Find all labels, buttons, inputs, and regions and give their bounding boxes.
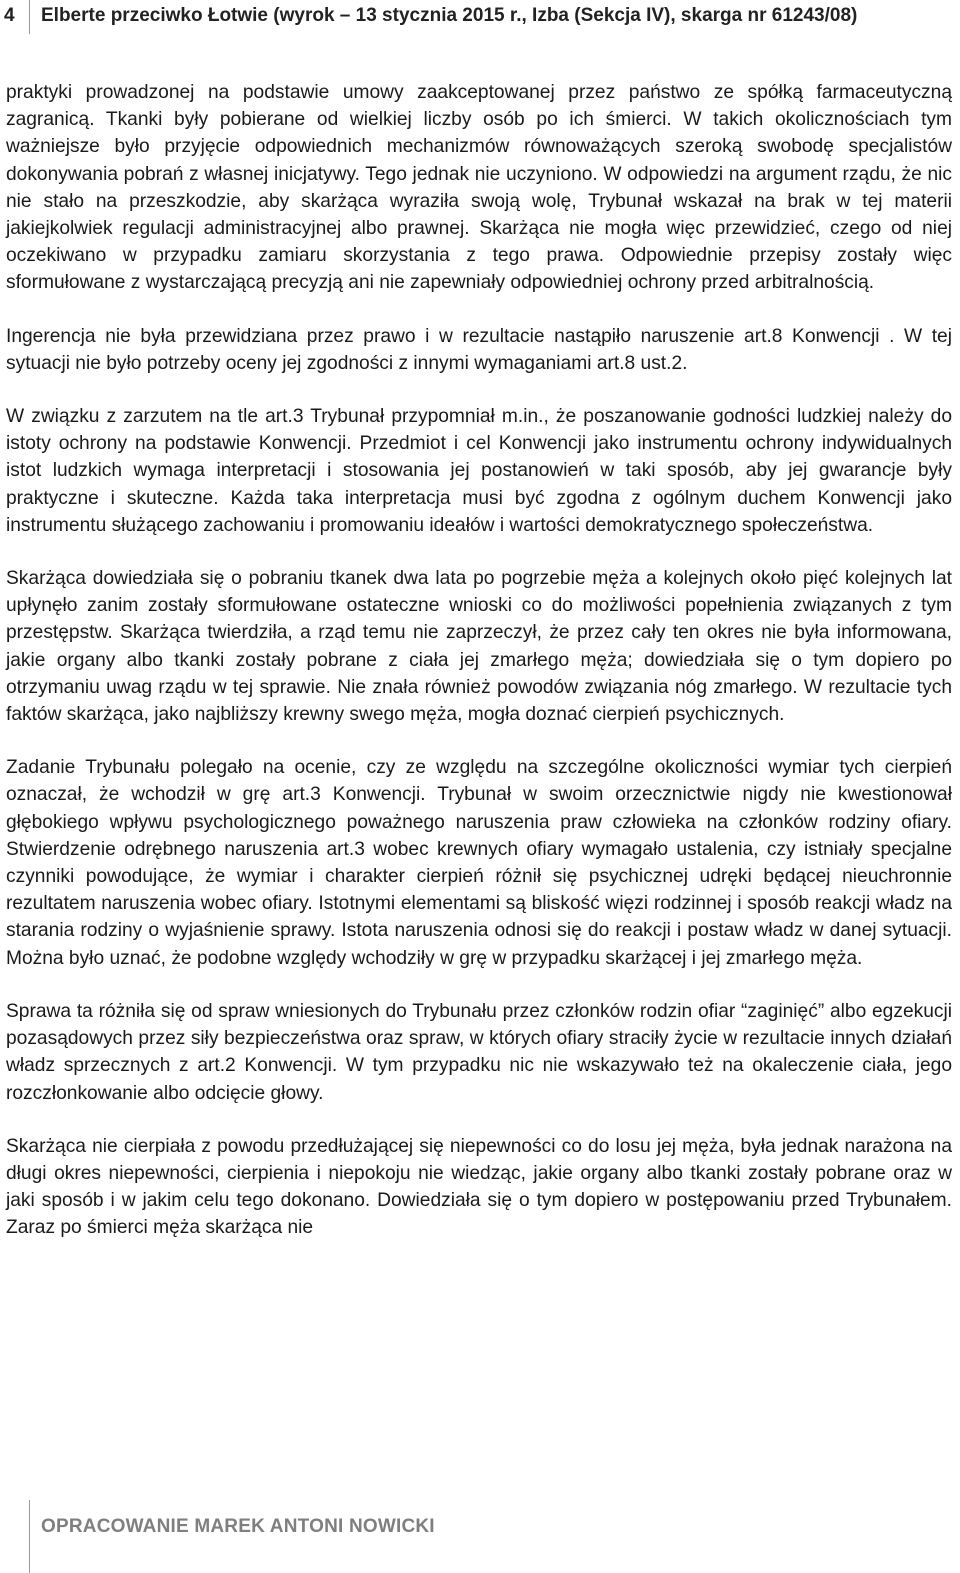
running-header-title: Elberte przeciwko Łotwie (wyrok – 13 stycznia 2015 r., Izba (Sekcja IV), skarga nr 61243/08) (41, 5, 858, 26)
paragraph: Skarżąca nie cierpiała z powodu przedłużającej się niepewności co do losu jej męża, była jednak narażona na długi okres niepewności, cierpienia i niepokoju nie wiedząc, jakie organy albo tkanki zostały pobrane oraz w jaki sposób i w jakim celu tego dokonano. Dowiedziała się o tym dopiero w postępowaniu przed Trybunałem. Zaraz po śmierci męża skarżąca nie (6, 1135, 952, 1239)
page-footer (0, 1500, 960, 1573)
footer-divider (29, 1500, 30, 1573)
paragraph: W związku z zarzutem na tle art.3 Trybunał przypomniał m.in., że poszanowanie godności ludzkiej należy do istoty ochrony na podstawie Konwencji. Przedmiot i cel Konwencji jako instrumentu ochrony indywidualnych istot ludzkich wymaga interpretacji i stosowania jej postanowień w taki sposób, aby jej gwarancje były praktyczne i skuteczne. Każda taka interpretacja musi być zgodna z ogólnym duchem Konwencji jako instrumentu służącego zachowaniu i promowaniu ideałów i wartości demokratycznego społeczeństwa. (6, 406, 952, 536)
document-body (6, 79, 952, 1268)
paragraph: Skarżąca dowiedziała się o pobraniu tkanek dwa lata po pogrzebie męża a kolejnych około pięć kolejnych lat upłynęło zanim zostały sformułowane ostateczne wnioski co do możliwości popełnienia związanych z tym przestępstw. Skarżąca twierdziła, a rząd temu nie zaprzeczył, że przez cały ten okres nie była informowana, jakie organy albo tkanki zostały pobrane z ciała jej zmarłego męża; dowiedziała się o tym dopiero po otrzymaniu uwag rządu w tej sprawie. Nie znała również powodów związania nóg zmarłego. W rezultacie tych faktów skarżąca, jako najbliższy krewny swego męża, mogła doznać cierpień psychicznych. (6, 568, 952, 726)
page-header (0, 0, 960, 34)
paragraph: praktyki prowadzonej na podstawie umowy zaakceptowanej przez państwo ze spółką farmaceutyczną zagranicą. Tkanki były pobierane od wielkiej liczby osób po ich śmierci. W takich okolicznościach tym ważniejsze było przyjęcie odpowiednich mechanizmów równoważących szeroką swobodę specjalistów dokonywania pobrań z własnej inicjatywy. Tego jednak nie uczyniono. W odpowiedzi na argument rządu, że nic nie stało na przeszkodzie, aby skarżąca wyraziła swoją wolę, Trybunał wskazał na brak w tej materii jakiejkolwiek regulacji administracyjnej albo prawnej. Skarżąca nie mogła więc przewidzieć, czego od niej oczekiwano w przypadku zamiaru skorzystania z tego prawa. Odpowiednie przepisy zostały więc sformułowane z wystarczającą precyzją ani nie zapewniały odpowiedniej ochrony przed arbitralnością. (6, 82, 952, 294)
footer-author: OPRACOWANIE MAREK ANTONI NOWICKI (41, 1516, 435, 1537)
paragraph: Ingerencja nie była przewidziana przez prawo i w rezultacie nastąpiło naruszenie art.8 Konwencji . W tej sytuacji nie było potrzeby oceny jej zgodności z innymi wymaganiami art.8 ust.2. (6, 325, 952, 374)
page-number: 4 (4, 5, 15, 26)
paragraph: Zadanie Trybunału polegało na ocenie, czy ze względu na szczególne okoliczności wymiar tych cierpień oznaczał, że wchodził w grę art.3 Konwencji. Trybunał w swoim orzecznictwie nigdy nie kwestionował głębokiego wpływu psychologicznego poważnego naruszenia praw człowieka na członków rodziny ofiary. Stwierdzenie odrębnego naruszenia art.3 wobec krewnych ofiary wymagało ustalenia, czy istniały specjalne czynniki powodujące, że wymiar i charakter cierpień różnił się psychicznej udręki będącej nieuchronnie rezultatem naruszenia wobec ofiary. Istotnymi elementami są bliskość więzi rodzinnej i sposób reakcji władz na starania rodziny o wyjaśnienie sprawy. Istota naruszenia odnosi się do reakcji i postaw władz w danej sytuacji. Można było uznać, że podobne względy wchodziły w grę w przypadku skarżącej i jej zmarłego męża. (6, 757, 952, 969)
paragraph: Sprawa ta różniła się od spraw wniesionych do Trybunału przez członków rodzin ofiar “zaginięć” albo egzekucji pozasądowych przez siły bezpieczeństwa oraz spraw, w których ofiary straciły życie w rezultacie innych działań władz sprzecznych z art.2 Konwencji. W tym przypadku nic nie wskazywało też na okaleczenie ciała, jego rozczłonkowanie albo odcięcie głowy. (6, 1000, 952, 1104)
header-divider (29, 0, 30, 34)
